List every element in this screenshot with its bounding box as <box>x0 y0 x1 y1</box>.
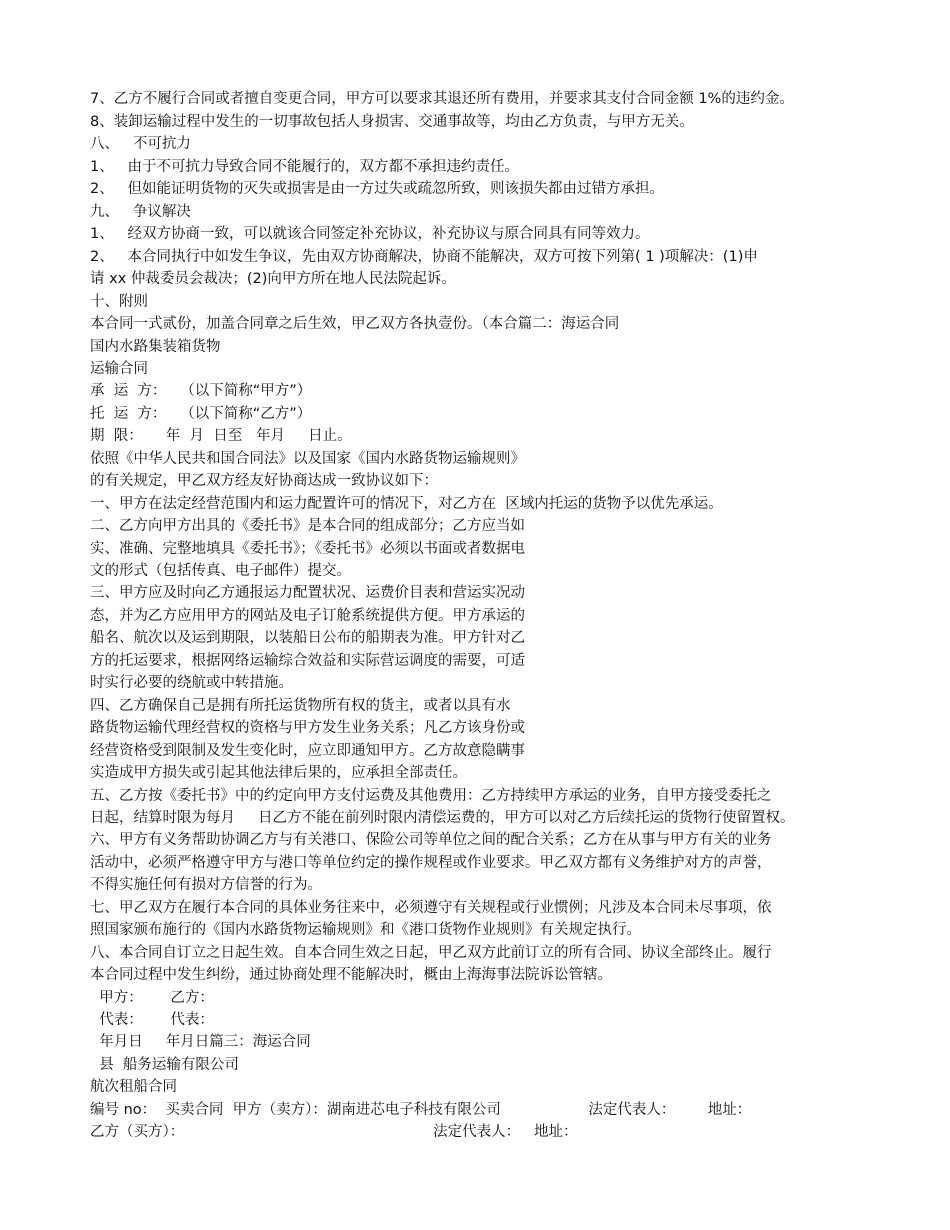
text-line: 路货物运输代理经营权的资格与甲方发生业务关系；凡乙方该身份或 <box>90 720 525 736</box>
signature-line: 代表： 代表： <box>90 1012 214 1028</box>
text-line: 文的形式（包括传真、电子邮件）提交。 <box>90 563 351 579</box>
text-line: 7、乙方不履行合同或者擅自变更合同，甲方可以要求其退还所有费用，并要求其支付合同金额 1%的违约金。 <box>90 91 794 107</box>
title-line: 国内水路集装箱货物 <box>90 339 221 355</box>
text-line: 请 xx 仲裁委员会裁决；(2)向甲方所在地人民法院起诉。 <box>90 271 456 287</box>
text-line: 依照《中华人民共和国合同法》以及国家《国内水路货物运输规则》 <box>90 451 525 467</box>
text-line: 托 运 方： （以下简称“乙方”） <box>90 406 312 422</box>
text-line: 1、 经双方协商一致，可以就该合同签定补充协议，补充协议与原合同具有同等效力。 <box>90 226 650 242</box>
text-line: 二、乙方向甲方出具的《委托书》是本合同的组成部分；乙方应当如 <box>90 518 525 534</box>
title-line: 航次租船合同 <box>90 1079 177 1095</box>
text-line: 2、 但如能证明货物的灭失或损害是由一方过失或疏忽所致，则该损失都由过错方承担。 <box>90 181 665 197</box>
text-line: 2、 本合同执行中如发生争议，先由双方协商解决，协商不能解决，双方可按下列第( 1 )项解决：(1)申 <box>90 249 758 265</box>
text-line: 经营资格受到限制及发生变化时，应立即通知甲方。乙方故意隐瞒事 <box>90 743 525 759</box>
text-line: 一、甲方在法定经营范围内和运力配置许可的情况下，对乙方在 区域内托运的货物予以优先承运。 <box>90 496 723 512</box>
text-line: 本合同过程中发生纠纷，通过协商处理不能解决时，概由上海海事法院诉讼管辖。 <box>90 967 612 983</box>
text-line: 实造成甲方损失或引起其他法律后果的，应承担全部责任。 <box>90 765 467 781</box>
text-line: 本合同一式贰份，加盖合同章之后生效，甲乙双方各执壹份。（本合篇二：海运合同 <box>90 316 620 332</box>
section-heading: 九、 争议解决 <box>90 204 191 220</box>
text-line: 活动中，必须严格遵守甲方与港口等单位约定的操作规程或作业要求。甲乙双方都有义务维护对方的声誉， <box>90 855 772 871</box>
text-line: 七、甲乙双方在履行本合同的具体业务往来中，必须遵守有关规程或行业惯例；凡涉及本合同未尽事项，依 <box>90 900 772 916</box>
text-line: 实、准确、完整地填具《委托书》；《委托书》必须以书面或者数据电 <box>90 541 525 557</box>
text-line: 态，并为乙方应用甲方的网站及电子订舱系统提供方便。甲方承运的 <box>90 608 525 624</box>
signature-line: 年月日 年月日篇三：海运合同 <box>90 1034 311 1050</box>
text-line: 1、 由于不可抗力导致合同不能履行的，双方都不承担违约责任。 <box>90 159 520 175</box>
text-line: 船名、航次以及运到期限，以装船日公布的船期表为准。甲方针对乙 <box>90 630 525 646</box>
text-line: 方的托运要求，根据网络运输综合效益和实际营运调度的需要，可适 <box>90 653 525 669</box>
title-line: 运输合同 <box>90 361 148 377</box>
text-line: 八、本合同自订立之日起生效。自本合同生效之日起，甲乙双方此前订立的所有合同、协议全部终止。履行 <box>90 945 772 961</box>
text-line: 四、乙方确保自己是拥有所托运货物所有权的货主，或者以具有水 <box>90 698 511 714</box>
text-line: 编号 no： 买卖合同 甲方（卖方）：湖南进芯电子科技有限公司 法定代表人： 地址： <box>90 1102 752 1118</box>
text-line: 时实行必要的绕航或中转措施。 <box>90 675 293 691</box>
text-line: 照国家颁布施行的《国内水路货物运输规则》和《港口货物作业规则》有关规定执行。 <box>90 922 641 938</box>
text-line: 的有关规定，甲乙双方经友好协商达成一致协议如下： <box>90 473 438 489</box>
text-line: 不得实施任何有损对方信誉的行为。 <box>90 877 322 893</box>
text-line: 六、甲方有义务帮助协调乙方与有关港口、保险公司等单位之间的配合关系；乙方在从事与甲方有关的业务 <box>90 832 772 848</box>
text-line: 五、乙方按《委托书》中的约定向甲方支付运费及其他费用：乙方持续甲方承运的业务，自甲方接受委托之 <box>90 788 772 804</box>
text-line: 承 运 方： （以下简称“甲方”） <box>90 383 312 399</box>
text-line: 乙方（买方）： 法定代表人： 地址： <box>90 1124 578 1140</box>
text-line: 日起，结算时限为每月 日乙方不能在前列时限内清偿运费的，甲方可以对乙方后续托运的货物行使留置权。 <box>90 810 795 826</box>
text-line: 期 限： 年 月 日至 年月 日止。 <box>90 428 352 444</box>
section-heading: 十、附则 <box>90 294 148 310</box>
text-line: 三、甲方应及时向乙方通报运力配置状况、运费价目表和营运实况动 <box>90 585 525 601</box>
signature-line: 甲方： 乙方： <box>90 990 214 1006</box>
text-line: 县 船务运输有限公司 <box>90 1057 239 1073</box>
text-line: 8、装卸运输过程中发生的一切事故包括人身损害、交通事故等，均由乙方负责，与甲方无关。 <box>90 114 694 130</box>
section-heading: 八、 不可抗力 <box>90 136 191 152</box>
